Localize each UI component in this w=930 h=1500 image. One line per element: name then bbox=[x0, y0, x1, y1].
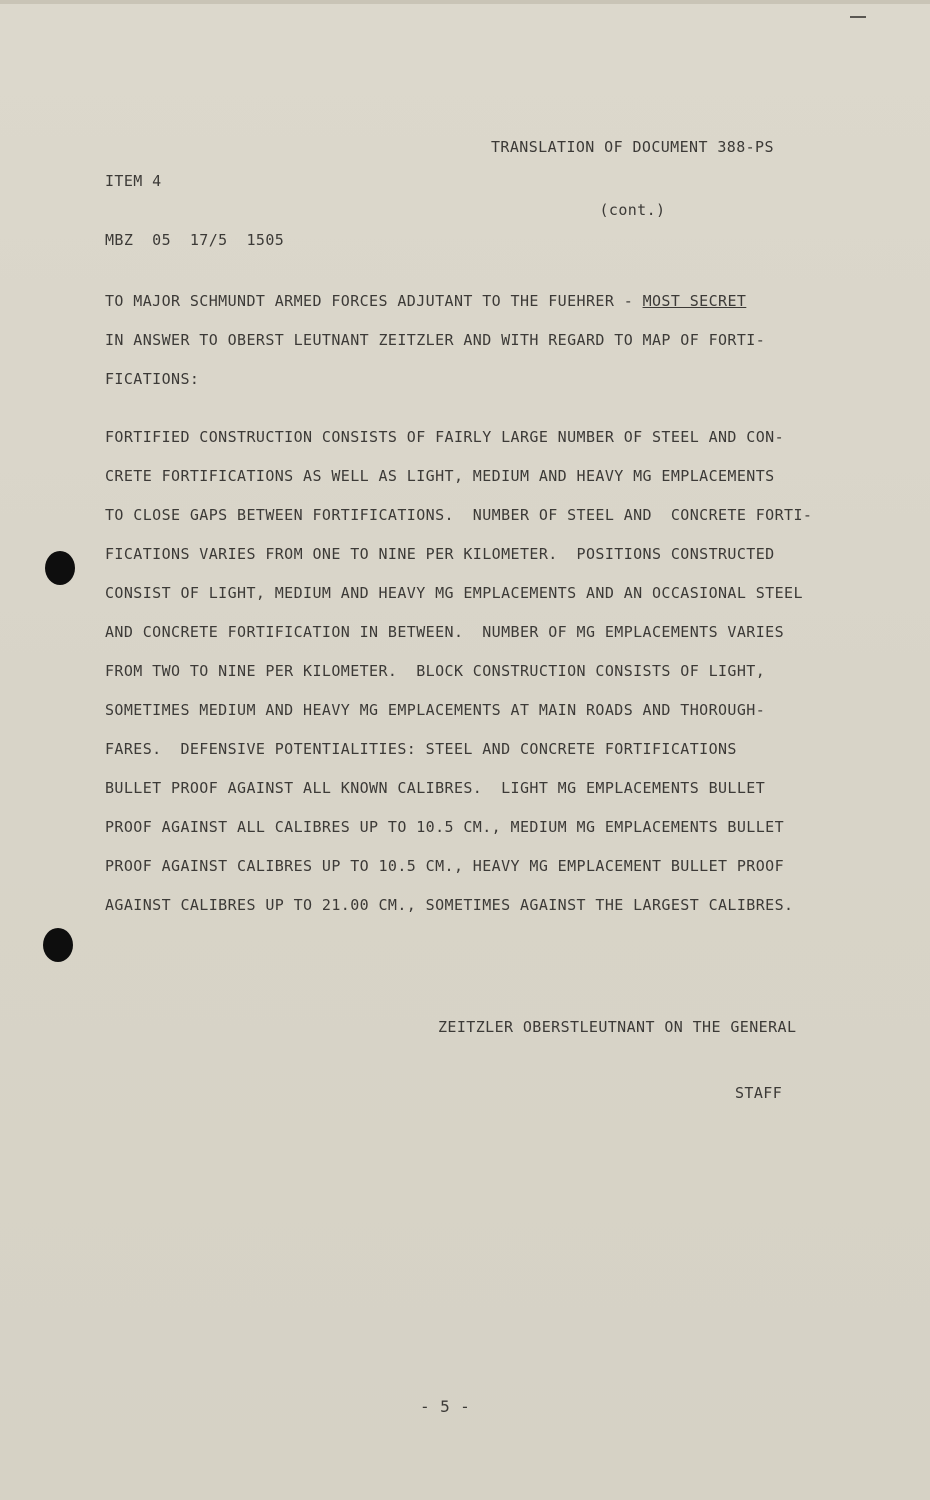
body-line: SOMETIMES MEDIUM AND HEAVY MG EMPLACEMENTS AT MAIN ROADS AND THOROUGH- bbox=[105, 701, 766, 719]
addressee-text: TO MAJOR SCHMUNDT ARMED FORCES ADJUTANT TO THE FUEHRER - bbox=[105, 292, 643, 310]
body-line: BULLET PROOF AGAINST ALL KNOWN CALIBRES. LIGHT MG EMPLACEMENTS BULLET bbox=[105, 779, 766, 797]
body-line: AGAINST CALIBRES UP TO 21.00 CM., SOMETIMES AGAINST THE LARGEST CALIBRES. bbox=[105, 896, 794, 914]
body-line: FICATIONS VARIES FROM ONE TO NINE PER KILOMETER. POSITIONS CONSTRUCTED bbox=[105, 545, 775, 563]
intro-line: IN ANSWER TO OBERST LEUTNANT ZEITZLER AND WITH REGARD TO MAP OF FORTI- bbox=[105, 331, 766, 349]
corner-mark bbox=[850, 16, 866, 18]
body-line: AND CONCRETE FORTIFICATION IN BETWEEN. NUMBER OF MG EMPLACEMENTS VARIES bbox=[105, 623, 785, 641]
document-header bbox=[491, 95, 774, 263]
body-line: PROOF AGAINST CALIBRES UP TO 10.5 CM., HEAVY MG EMPLACEMENT BULLET PROOF bbox=[105, 857, 785, 875]
intro-line bbox=[105, 290, 765, 329]
punch-hole-top bbox=[45, 551, 75, 585]
signature-block bbox=[438, 972, 796, 1148]
body-line: FROM TWO TO NINE PER KILOMETER. BLOCK CONSTRUCTION CONSISTS OF LIGHT, bbox=[105, 662, 766, 680]
body-line: FORTIFIED CONSTRUCTION CONSISTS OF FAIRLY LARGE NUMBER OF STEEL AND CON- bbox=[105, 428, 785, 446]
signature-line: STAFF bbox=[735, 1084, 783, 1102]
body-line: TO CLOSE GAPS BETWEEN FORTIFICATIONS. NUMBER OF STEEL AND CONCRETE FORTI- bbox=[105, 506, 813, 524]
intro-line: FICATIONS: bbox=[105, 370, 200, 388]
body-line: CONSIST OF LIGHT, MEDIUM AND HEAVY MG EMPLACEMENTS AND AN OCCASIONAL STEEL bbox=[105, 584, 803, 602]
page-top-edge bbox=[0, 0, 930, 4]
intro-paragraph bbox=[105, 290, 765, 407]
page-number: - 5 - bbox=[420, 1397, 471, 1416]
body-line: PROOF AGAINST ALL CALIBRES UP TO 10.5 CM., MEDIUM MG EMPLACEMENTS BULLET bbox=[105, 818, 785, 836]
header-title: TRANSLATION OF DOCUMENT 388-PS bbox=[491, 138, 774, 156]
body-line: CRETE FORTIFICATIONS AS WELL AS LIGHT, MEDIUM AND HEAVY MG EMPLACEMENTS bbox=[105, 467, 775, 485]
item-label: ITEM 4 bbox=[105, 172, 162, 190]
signature-line: ZEITZLER OBERSTLEUTNANT ON THE GENERAL bbox=[438, 1018, 797, 1036]
punch-hole-bottom bbox=[43, 928, 73, 962]
header-subtitle: (cont.) bbox=[599, 201, 666, 219]
main-paragraph bbox=[105, 426, 812, 933]
body-line: FARES. DEFENSIVE POTENTIALITIES: STEEL AND CONCRETE FORTIFICATIONS bbox=[105, 740, 737, 758]
classification-marking: MOST SECRET bbox=[642, 292, 747, 310]
message-reference: MBZ 05 17/5 1505 bbox=[105, 231, 285, 249]
